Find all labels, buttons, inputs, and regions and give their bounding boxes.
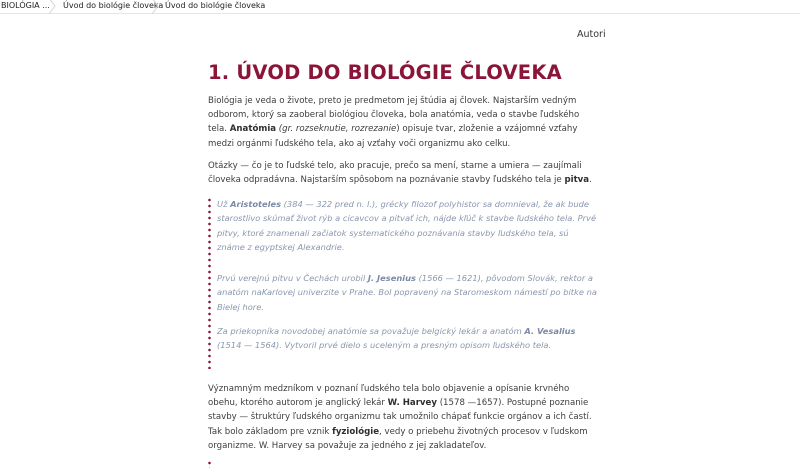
- quote-text: Za priekopníka novodobej anatómie sa považuje belgický lekár a anatóm: [217, 326, 525, 336]
- paragraph-harvey: [208, 382, 600, 453]
- quote-jesenius: [217, 271, 599, 314]
- breadcrumb-item-biologia[interactable]: BIOLÓGIA ...: [1, 1, 50, 10]
- name-harvey: W. Harvey: [387, 398, 437, 409]
- quote-vesalius: [217, 324, 599, 353]
- paragraph-intro: [208, 94, 600, 151]
- breadcrumb-item-current[interactable]: Úvod do biológie človeka: [165, 1, 266, 10]
- authors-link[interactable]: Autori: [577, 29, 606, 40]
- quote-dotted-border: [208, 197, 211, 369]
- paragraph-text: ) opisuje tvar, zloženie a vzájomné vzťahy medzi orgánmi ľudského tela, ako aj vzťahy voči organizmu ako celku.: [208, 124, 578, 149]
- name-jesenius: J. Jesenius: [367, 273, 416, 283]
- breadcrumb: [0, 0, 800, 14]
- quote-text: (384 — 322 pred n. l.), grécky filozof polyhistor sa domnieval, že ak bude starostlivo skúmať život rýb a cicavcov a pitvať ich, nájde kľúč k stavbe ľudského tela. Prvé pitvy, ktoré znamenali začiatok systematického poznávania stavby ľudského tela, sú známe z egyptskej Alexandrie.: [217, 199, 597, 253]
- chevron-right-icon: [47, 0, 57, 14]
- breadcrumb-item-uvod[interactable]: Úvod do biológie človeka: [63, 1, 164, 10]
- chevron-right-icon: [150, 0, 160, 14]
- quote-aristoteles: [217, 197, 599, 255]
- quote-text: (1566 — 1621), pôvodom Slovák, rektor a anatóm naKarlovej univerzite v Prahe. Bol popravený na Staromeskom námestí po bitke na Bielej hore.: [217, 273, 597, 312]
- paragraph-text: , vedy o priebehu životných procesov v ľudskom organizme. W. Harvey sa považuje za jedného z jej zakladateľov.: [208, 426, 588, 451]
- term-anatomia: Anatómia: [229, 124, 277, 135]
- quote-text: Už: [217, 199, 231, 209]
- page-title: 1. ÚVOD DO BIOLÓGIE ČLOVEKA: [208, 61, 562, 84]
- name-vesalius: A. Vesalius: [524, 326, 576, 336]
- paragraph-text: Významným medzníkom v poznaní ľudského tela bolo objavenie a opísanie krvného obehu, ktorého autorom je anglický lekár: [208, 384, 570, 409]
- term-fyziologie: fyziológie: [332, 426, 380, 437]
- paragraph-text: (: [276, 124, 283, 135]
- paragraph-text: (1578 —1657). Postupné poznanie stavby — štruktúry ľudského organizmu tak umožnilo chápať funkcie orgánov a ich častí. Tak bolo základom pre vznik: [208, 398, 592, 437]
- quote-text: Prvú verejnú pitvu v Čechách urobil: [217, 273, 368, 283]
- term-pitva: pitva: [564, 175, 590, 186]
- latin-term: gr. rozseknutie, rozrezanie: [282, 124, 397, 135]
- history-quote-block: [208, 197, 600, 369]
- paragraph-text: .: [589, 175, 592, 186]
- quote-text: (1514 — 1564). Vytvoril prvé dielo s uceleným a presným opisom ľudského tela.: [217, 340, 552, 351]
- next-quote-dotted-border: [208, 460, 211, 468]
- paragraph-text: Biológia je veda o živote, preto je predmetom jej štúdia aj človek. Najstarším vedným odborom, ktorý sa zaoberal biológiou človeka, bola anatómia, veda o stavbe ľudského tela.: [208, 96, 580, 135]
- name-aristoteles: Aristoteles: [230, 199, 282, 209]
- paragraph-questions: [208, 159, 600, 187]
- paragraph-text: Otázky — čo je to ľudské telo, ako pracuje, prečo sa mení, starne a umiera — zaujímali človeka odpradávna. Najstarším spôsobom na poznávanie stavby ľudského tela je: [208, 161, 582, 186]
